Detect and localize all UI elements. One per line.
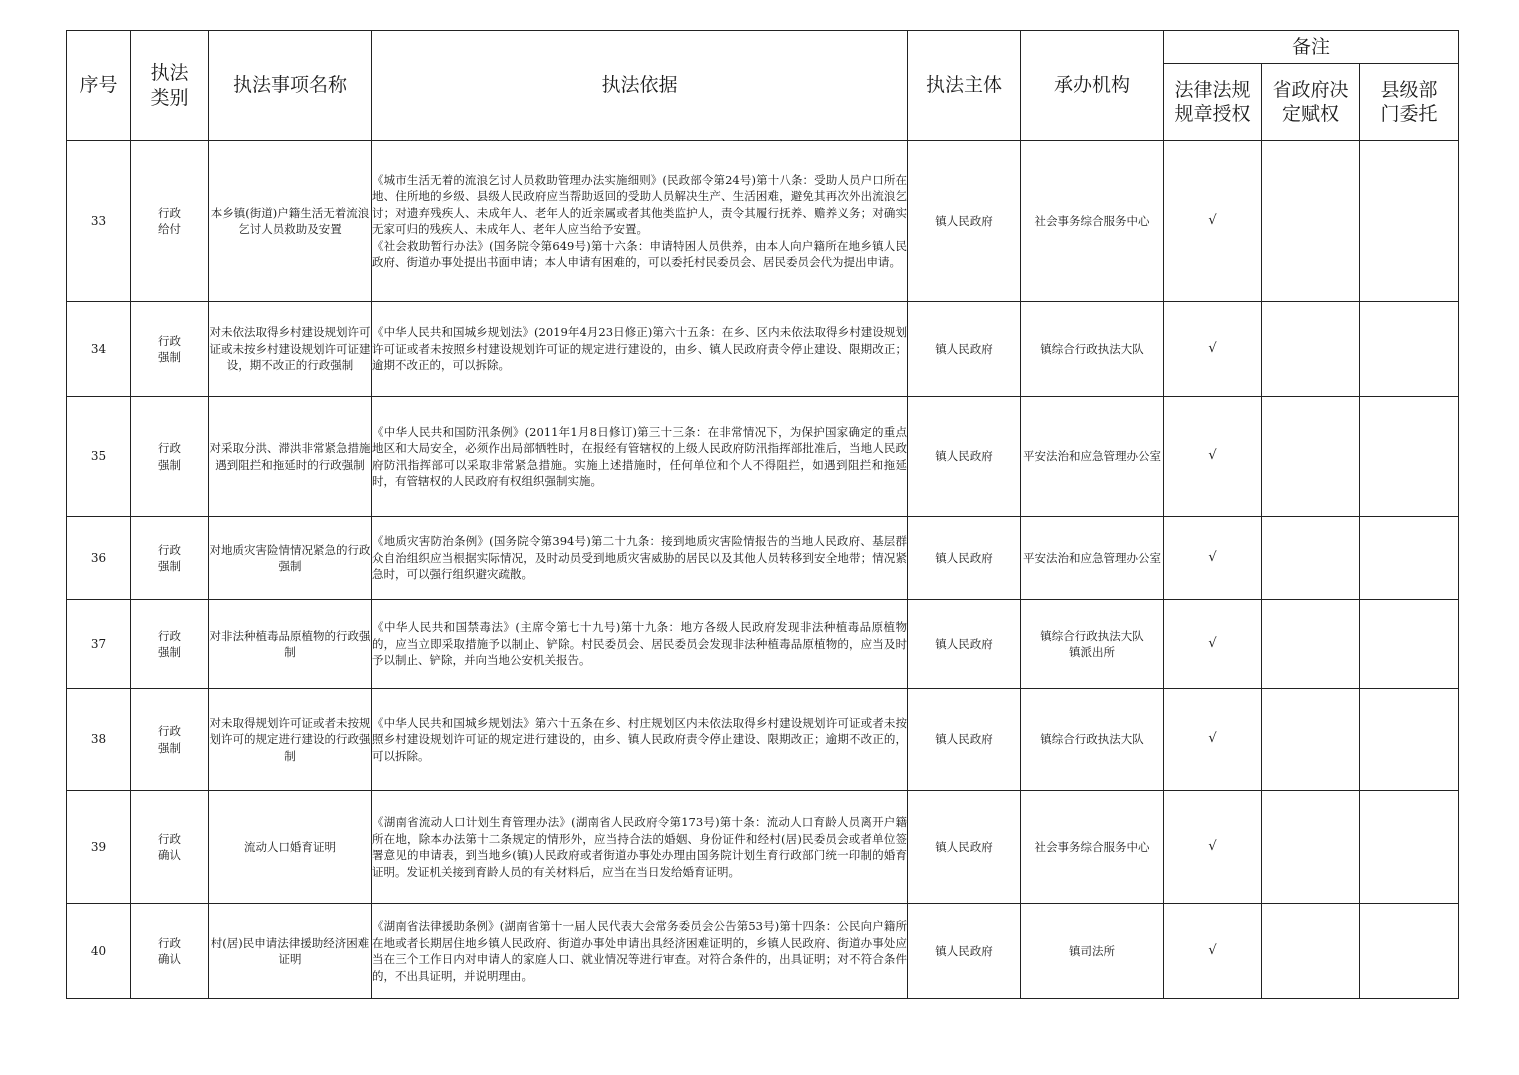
row-prov-auth	[1262, 600, 1360, 689]
row-prov-auth	[1262, 904, 1360, 999]
row-law-auth-check: √	[1164, 302, 1262, 397]
row-agency: 镇综合行政执法大队	[1021, 689, 1164, 791]
row-subject: 镇人民政府	[908, 517, 1021, 600]
row-seq: 36	[67, 517, 131, 600]
row-basis	[372, 600, 908, 689]
row-item-name: 对采取分洪、滞洪非常紧急措施遇到阻拦和拖延时的行政强制	[209, 397, 372, 517]
row-basis	[372, 302, 908, 397]
row-category: 行政 强制	[131, 397, 209, 517]
row-seq: 39	[67, 791, 131, 904]
table-row	[67, 302, 1459, 397]
row-category: 行政 强制	[131, 517, 209, 600]
basis-paragraph: 《湖南省流动人口计划生育管理办法》(湖南省人民政府令第173号)第十条：流动人口育龄人员离开户籍所在地，除本办法第十二条规定的情形外，应当持合法的婚姻、身份证件和经村(居)民委员会或者单位签署意见的申请表，到当地乡(镇)人民政府或者街道办事处办理由国务院计划生育行政部门统一印制的婚育证明。发证机关接到育龄人员的有关材料后，应当在当日发给婚育证明。	[372, 815, 907, 879]
row-prov-auth	[1262, 302, 1360, 397]
row-county-auth	[1360, 141, 1459, 302]
basis-paragraph: 《湖南省法律援助条例》(湖南省第十一届人民代表大会常务委员会公告第53号)第十四条：公民向户籍所在地或者长期居住地乡镇人民政府、街道办事处申请出具经济困难证明的，乡镇人民政府、街道办事处应当在三个工作日内对申请人的家庭人口、就业情况等进行审查。对符合条件的，出具证明；对不符合条件的，不出具证明，并说明理由。	[372, 919, 907, 983]
row-prov-auth	[1262, 141, 1360, 302]
row-subject: 镇人民政府	[908, 141, 1021, 302]
row-prov-auth	[1262, 397, 1360, 517]
row-seq: 37	[67, 600, 131, 689]
header-category: 执法 类别	[131, 31, 209, 141]
row-law-auth-check: √	[1164, 904, 1262, 999]
row-subject: 镇人民政府	[908, 397, 1021, 517]
row-prov-auth	[1262, 689, 1360, 791]
basis-paragraph: 《中华人民共和国城乡规划法》(2019年4月23日修正)第六十五条：在乡、区内未依法取得乡村建设规划许可证或者未按照乡村建设规划许可证的规定进行建设的，由乡、镇人民政府责令停止建设、限期改正；逾期不改正的，可以拆除。	[372, 325, 907, 373]
row-subject: 镇人民政府	[908, 791, 1021, 904]
row-agency: 平安法治和应急管理办公室	[1021, 397, 1164, 517]
row-seq: 34	[67, 302, 131, 397]
table-row	[67, 141, 1459, 302]
header-remark-county: 县级部 门委托	[1360, 64, 1459, 141]
table-row	[67, 397, 1459, 517]
row-subject: 镇人民政府	[908, 689, 1021, 791]
basis-paragraph: 《城市生活无着的流浪乞讨人员救助管理办法实施细则》(民政部令第24号)第十八条：受助人员户口所在地、住所地的乡级、县级人民政府应当帮助返回的受助人员解决生产、生活困难，避免其再次外出流浪乞讨；对遗弃残疾人、未成年人、老年人的近亲属或者其他类监护人，责令其履行抚养、赡养义务；对确实无家可归的残疾人、未成年人、老年人应当给予安置。	[372, 172, 907, 236]
row-item-name: 流动人口婚育证明	[209, 791, 372, 904]
basis-paragraph: 《中华人民共和国城乡规划法》第六十五条在乡、村庄规划区内未依法取得乡村建设规划许可证或者未按照乡村建设规划许可证的规定进行建设的，由乡、镇人民政府责令停止建设、限期改正；逾期不改正的，可以拆除。	[372, 715, 907, 763]
row-agency: 社会事务综合服务中心	[1021, 141, 1164, 302]
row-county-auth	[1360, 791, 1459, 904]
row-county-auth	[1360, 600, 1459, 689]
row-county-auth	[1360, 517, 1459, 600]
row-category: 行政 强制	[131, 600, 209, 689]
basis-paragraph: 《中华人民共和国防汛条例》(2011年1月8日修订)第三十三条：在非常情况下，为保护国家确定的重点地区和大局安全，必须作出局部牺牲时，在报经有管辖权的上级人民政府防汛指挥部批准后，当地人民政府防汛指挥部可以采取非常紧急措施。实施上述措施时，任何单位和个人不得阻拦，如遇到阻拦和拖延时，有管辖权的人民政府有权组织强制实施。	[372, 424, 907, 488]
header-remark-law: 法律法规 规章授权	[1164, 64, 1262, 141]
table-row	[67, 791, 1459, 904]
table-body	[67, 141, 1459, 999]
table-row	[67, 904, 1459, 999]
row-item-name: 村(居)民申请法律援助经济困难证明	[209, 904, 372, 999]
row-subject: 镇人民政府	[908, 600, 1021, 689]
header-agency: 承办机构	[1021, 31, 1164, 141]
row-seq: 35	[67, 397, 131, 517]
row-county-auth	[1360, 302, 1459, 397]
row-basis	[372, 689, 908, 791]
header-item-name: 执法事项名称	[209, 31, 372, 141]
row-county-auth	[1360, 904, 1459, 999]
row-subject: 镇人民政府	[908, 904, 1021, 999]
row-category: 行政 强制	[131, 302, 209, 397]
row-item-name: 对未取得规划许可证或者未按规划许可的规定进行建设的行政强制	[209, 689, 372, 791]
row-basis	[372, 791, 908, 904]
row-agency: 镇司法所	[1021, 904, 1164, 999]
header-seq: 序号	[67, 31, 131, 141]
header-remarks: 备注	[1164, 31, 1459, 64]
row-county-auth	[1360, 397, 1459, 517]
row-law-auth-check: √	[1164, 600, 1262, 689]
row-item-name: 对非法种植毒品原植物的行政强制	[209, 600, 372, 689]
row-seq: 33	[67, 141, 131, 302]
row-subject: 镇人民政府	[908, 302, 1021, 397]
row-agency: 镇综合行政执法大队	[1021, 302, 1164, 397]
table-row	[67, 517, 1459, 600]
row-category: 行政 给付	[131, 141, 209, 302]
row-basis	[372, 397, 908, 517]
row-county-auth	[1360, 689, 1459, 791]
row-law-auth-check: √	[1164, 141, 1262, 302]
row-basis	[372, 517, 908, 600]
row-seq: 38	[67, 689, 131, 791]
basis-paragraph: 《中华人民共和国禁毒法》(主席令第七十九号)第十九条：地方各级人民政府发现非法种植毒品原植物的，应当立即采取措施予以制止、铲除。村民委员会、居民委员会发现非法种植毒品原植物的，应当及时予以制止、铲除，并向当地公安机关报告。	[372, 620, 907, 668]
row-prov-auth	[1262, 791, 1360, 904]
row-law-auth-check: √	[1164, 791, 1262, 904]
header-basis: 执法依据	[372, 31, 908, 141]
row-item-name: 本乡镇(街道)户籍生活无着流浪乞讨人员救助及安置	[209, 141, 372, 302]
row-prov-auth	[1262, 517, 1360, 600]
row-agency: 镇综合行政执法大队 镇派出所	[1021, 600, 1164, 689]
row-category: 行政 确认	[131, 904, 209, 999]
header-remark-prov: 省政府决 定赋权	[1262, 64, 1360, 141]
table-row	[67, 689, 1459, 791]
basis-paragraph: 《地质灾害防治条例》(国务院令第394号)第二十九条：接到地质灾害险情报告的当地人民政府、基层群众自治组织应当根据实际情况，及时动员受到地质灾害威胁的居民以及其他人员转移到安全地带；情况紧急时，可以强行组织避灾疏散。	[372, 534, 907, 582]
row-law-auth-check: √	[1164, 517, 1262, 600]
row-basis	[372, 904, 908, 999]
row-basis	[372, 141, 908, 302]
row-seq: 40	[67, 904, 131, 999]
row-category: 行政 强制	[131, 689, 209, 791]
row-agency: 平安法治和应急管理办公室	[1021, 517, 1164, 600]
row-category: 行政 确认	[131, 791, 209, 904]
header-subject: 执法主体	[908, 31, 1021, 141]
row-law-auth-check: √	[1164, 689, 1262, 791]
basis-paragraph: 《社会救助暂行办法》(国务院令第649号)第十六条：申请特困人员供养，由本人向户籍所在地乡镇人民政府、街道办事处提出书面申请；本人申请有困难的，可以委托村民委员会、居民委员会代为提出申请。	[372, 238, 907, 269]
row-agency: 社会事务综合服务中心	[1021, 791, 1164, 904]
row-item-name: 对未依法取得乡村建设规划许可证或未按乡村建设规划许可证建设，期不改正的行政强制	[209, 302, 372, 397]
table-row	[67, 600, 1459, 689]
row-item-name: 对地质灾害险情情况紧急的行政强制	[209, 517, 372, 600]
row-law-auth-check: √	[1164, 397, 1262, 517]
enforcement-items-table	[66, 30, 1459, 999]
